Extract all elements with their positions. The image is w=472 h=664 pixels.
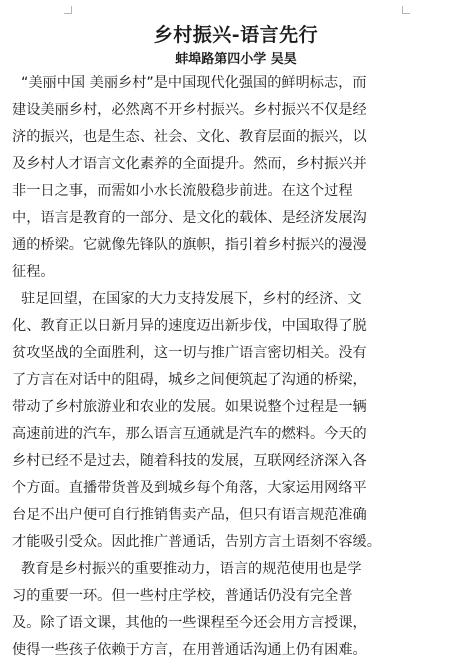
text-line: 建设美丽乡村，必然离不开乡村振兴。乡村振兴不仅是经: [12, 102, 367, 118]
text-line: 教育是乡村振兴的重要推动力，语言的规范使用也是学: [12, 561, 362, 577]
text-line: 中，语言是教育的一部分、是文化的载体、是经济发展沟: [12, 210, 367, 226]
text-line: 及。除了语文课，其他的一些课程至今还会用方言授课，: [12, 615, 367, 631]
text-line: 使得一些孩子依赖于方言，在用普通话沟通上仍有困难。: [12, 642, 367, 658]
text-line: 通的桥梁。它就像先锋队的旗帜，指引着乡村振兴的漫漫: [12, 237, 367, 253]
text-line: 了方言在对话中的阻碍，城乡之间便筑起了沟通的桥梁，: [12, 372, 367, 388]
text-line: 高速前进的汽车，那么语言互通就是汽车的燃料。今天的: [12, 426, 367, 442]
text-line: 习的重要一环。但一些村庄学校，普通话仍没有完全普: [12, 588, 353, 604]
text-line: 才能吸引受众。因此推广普通话，告别方言土语刻不容缓。: [12, 534, 381, 550]
text-line: 驻足回望，在国家的大力支持发展下，乡村的经济、文: [12, 291, 362, 307]
crop-mark-right: [402, 6, 410, 14]
document-title: 乡村振兴-语言先行: [153, 24, 319, 46]
text-line: 征程。: [12, 264, 55, 280]
text-line: 济的振兴，也是生态、社会、文化、教育层面的振兴，以: [12, 129, 367, 145]
crop-mark-left: [64, 6, 72, 14]
text-line: 化、教育正以日新月异的速度迈出新步伐，中国取得了脱: [12, 318, 367, 334]
text-line: 及乡村人才语言文化素养的全面提升。然而，乡村振兴并: [12, 156, 367, 172]
document-body: [12, 70, 462, 664]
text-line: 个方面。直播带货普及到城乡每个角落，大家运用网络平: [12, 480, 367, 496]
document-author: 蚌埠路第四小学 吴昊: [175, 52, 297, 67]
text-line: 贫攻坚战的全面胜利，这一切与推广语言密切相关。没有: [12, 345, 367, 361]
text-line: 带动了乡村旅游业和农业的发展。如果说整个过程是一辆: [12, 399, 367, 415]
text-line: 乡村已经不是过去，随着科技的发展，互联网经济深入各: [12, 453, 367, 469]
text-line: 台足不出户便可自行推销售卖产品，但只有语言规范准确: [12, 507, 367, 523]
text-line: “美丽中国 美丽乡村”是中国现代化强国的鲜明标志，而: [12, 75, 367, 91]
text-line: 非一日之事，而需如小水长流般稳步前进。在这个过程: [12, 183, 353, 199]
